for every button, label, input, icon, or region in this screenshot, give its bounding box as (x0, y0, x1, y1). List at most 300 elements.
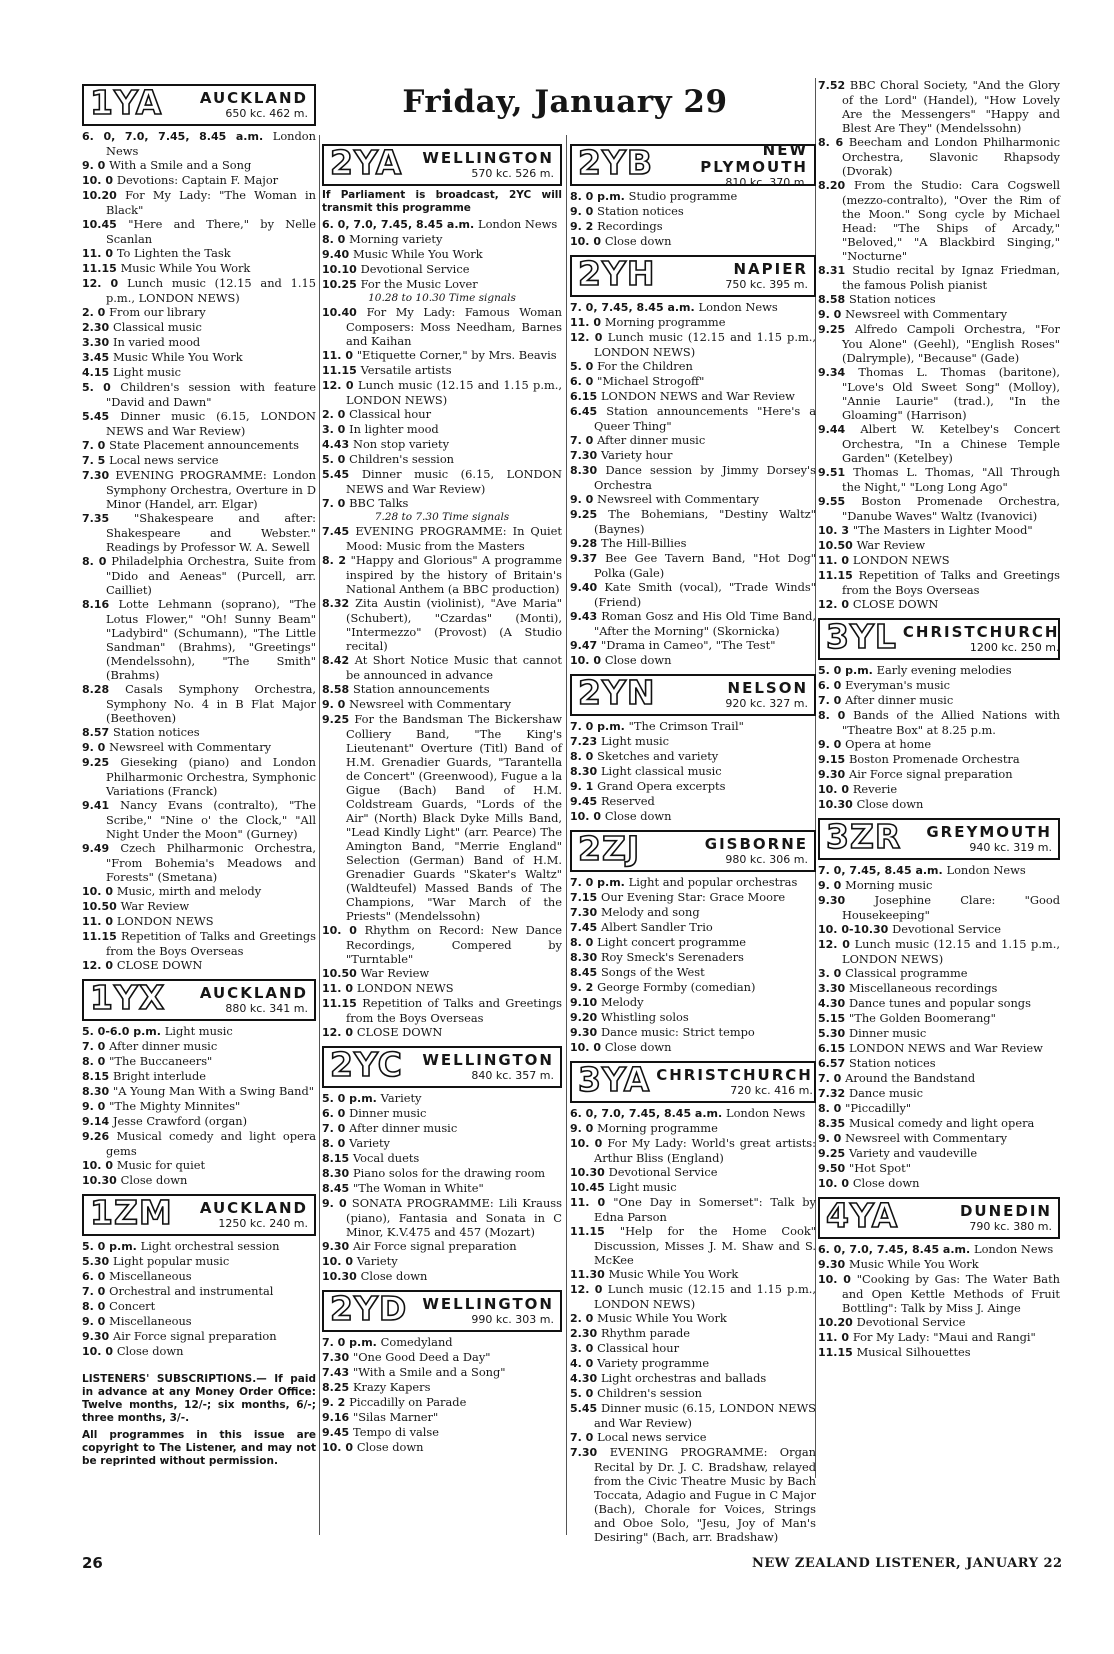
station-name: WELLINGTON (422, 1295, 554, 1313)
entry-text: Close down (852, 1176, 920, 1190)
programme-entry (570, 1430, 816, 1445)
entry-time: 7.32 (818, 1087, 849, 1100)
programme-entry (322, 966, 562, 981)
station-info (907, 820, 1058, 858)
entry-text: For My Lady: World's great artists: Arthur Bliss (England) (594, 1136, 816, 1165)
entry-text: Close down (120, 1173, 188, 1187)
entry-text: Variety (356, 1254, 398, 1268)
station-frequency: 980 kc. 306 m. (725, 853, 808, 866)
programme-entry (322, 496, 562, 511)
entry-text: After dinner music (109, 1039, 218, 1053)
entry-text: The Bohemians, "Destiny Waltz" (Baynes) (594, 507, 816, 536)
entry-text: "Piccadilly" (845, 1101, 912, 1115)
entry-text: Tempo di valse (352, 1425, 440, 1439)
programme-entry (570, 1106, 816, 1121)
entry-time: 9. 0 (82, 1315, 110, 1328)
programme-entry (570, 794, 816, 809)
programme-entry (82, 335, 316, 350)
entry-time: 5. 0 (322, 453, 350, 466)
entry-time: 2.30 (570, 1327, 601, 1340)
entry-time: 7. 0 (82, 1285, 110, 1298)
entry-text: Devotions: Captain F. Major (116, 173, 279, 187)
entry-text: Classical music (112, 320, 202, 334)
entry-time: 11.15 (82, 930, 121, 943)
entry-time: 7.30 (570, 1446, 610, 1459)
programme-entry (82, 276, 316, 305)
station-callsign: 2YA (330, 143, 403, 182)
entry-text: Alfredo Campoli Orchestra, "For You Alone" (Geehl), "English Roses" (Dalrymple), "Because" (Gade) (842, 322, 1060, 365)
programme-entry (818, 663, 1060, 678)
entry-text: "Silas Marner" (352, 1410, 439, 1424)
programme-entry (322, 262, 562, 277)
entry-text: Dance tunes and popular songs (848, 996, 1031, 1010)
programme-entry (82, 1099, 316, 1114)
programme-entry (818, 135, 1060, 178)
entry-time: 5. 0 (82, 381, 121, 394)
entry-text: Light concert programme (597, 935, 746, 949)
entry-text: For the Music Lover (360, 277, 478, 291)
programme-entry (322, 1395, 562, 1410)
station-block-2yc (322, 1046, 562, 1284)
entry-text: London News (106, 129, 316, 158)
programme-entry (570, 1025, 816, 1040)
entry-text: Music While You Work (120, 261, 251, 275)
entry-time: 6. 0, 7.0, 7.45, 8.45 a.m. (570, 1107, 727, 1120)
entry-text: Musical comedy and light opera gems (106, 1129, 316, 1158)
entry-text: "The Woman in White" (352, 1181, 484, 1195)
programme-entry (818, 752, 1060, 767)
entry-text: Non stop variety (352, 437, 450, 451)
entry-text: Close down (360, 1269, 428, 1283)
entry-time: 9.25 (322, 713, 355, 726)
programme-entry (818, 797, 1060, 812)
programme-entry (570, 374, 816, 389)
entry-time: 8.15 (82, 1070, 113, 1083)
entry-text: Albert Sandler Trio (600, 920, 713, 934)
programme-entry (818, 365, 1060, 422)
entry-time: 11. 0 (82, 247, 117, 260)
entry-time: 8. 0 (818, 1102, 846, 1115)
entry-text: Local news service (109, 453, 219, 467)
programme-entry (570, 463, 816, 492)
programme-entry (818, 523, 1060, 538)
entry-time: 8.25 (322, 1381, 353, 1394)
entry-time: 10. 0 (570, 1041, 605, 1054)
entry-time: 3. 0 (570, 1342, 598, 1355)
entry-text: "Help for the Home Cook" Discussion, Misses J. M. Shaw and S. McKee (594, 1224, 817, 1267)
station-frequency: 1200 kc. 250 m. (969, 641, 1060, 654)
programme-entry (570, 609, 816, 638)
entry-time: 9.30 (570, 1026, 601, 1039)
entry-text: War Review (360, 966, 430, 980)
entry-time: 5.45 (82, 410, 121, 423)
entry-time: 9. 0 (570, 493, 598, 506)
entry-time: 11. 0 (570, 1196, 614, 1209)
entry-time: 6. 0, 7.0, 7.45, 8.45 a.m. (322, 218, 479, 231)
entry-text: After dinner music (349, 1121, 458, 1135)
station-header (818, 618, 1060, 660)
programme-entry (82, 1284, 316, 1299)
entry-text: LONDON NEWS and War Review (848, 1041, 1043, 1055)
programme-entry (570, 189, 816, 204)
entry-time: 2.30 (82, 321, 113, 334)
entry-text: Lotte Lehmann (soprano), "The Lotus Flower," "Oh! Sunny Beam" "Ladybird" (Schumann), "The Little Sandman" (Brahms), "Greetings" (Mendelssohn), "The Smith" (Brahms) (106, 597, 316, 682)
entry-text: "The Mighty Minnites" (109, 1099, 241, 1113)
station-info (409, 1048, 560, 1086)
entry-time: 2. 0 (570, 1312, 598, 1325)
programme-entry (818, 981, 1060, 996)
station-frequency: 940 kc. 319 m. (969, 841, 1052, 854)
entry-text: "Etiquette Corner," by Mrs. Beavis (356, 348, 557, 362)
programme-entry (322, 981, 562, 996)
programme-entry (82, 1239, 316, 1254)
entry-time: 6. 0 (570, 375, 598, 388)
entry-text: Lunch music (12.15 and 1.15 p.m., LONDON NEWS) (346, 378, 562, 407)
station-callsign: 1YA (90, 83, 163, 122)
programme-entry (322, 1181, 562, 1196)
entry-time: 7. 0 (82, 439, 110, 452)
entry-time: 12. 0 (82, 959, 117, 972)
programme-entry (82, 884, 316, 899)
station-callsign: 2YD (330, 1289, 408, 1328)
station-name: AUCKLAND (199, 89, 308, 107)
entry-text: Devotional Service (608, 1165, 718, 1179)
entry-time: 6. 0, 7.0, 7.45, 8.45 a.m. (818, 1243, 975, 1256)
entry-time: 8. 0 p.m. (570, 190, 629, 203)
programme-entry (818, 292, 1060, 307)
entry-time: 10. 0 (82, 885, 117, 898)
programme-entry (818, 1056, 1060, 1071)
entry-time: 4.15 (82, 366, 113, 379)
page-headline: Friday, January 29 (402, 84, 728, 120)
entry-text: Air Force signal preparation (848, 767, 1013, 781)
entry-time: 7.52 (818, 79, 850, 92)
programme-entry (322, 682, 562, 697)
station-note: If Parliament is broadcast, 2YC will transmit this programme (322, 189, 562, 214)
programme-entry (818, 553, 1060, 568)
programme-entry (82, 453, 316, 468)
entry-time: 9.51 (818, 466, 854, 479)
programme-entry (82, 350, 316, 365)
programme-entry (570, 1121, 816, 1136)
entry-time: 4.30 (818, 997, 849, 1010)
programme-entry (82, 1329, 316, 1344)
station-header (82, 84, 316, 126)
entry-time: 9. 2 (570, 220, 598, 233)
entry-time: 7. 0 (570, 1431, 598, 1444)
programme-entry (570, 935, 816, 950)
station-header (818, 1197, 1060, 1239)
station-header (570, 674, 816, 716)
entry-time: 8.30 (570, 765, 601, 778)
entry-time: 10.30 (82, 1174, 121, 1187)
entry-time: 11. 0 (818, 1331, 853, 1344)
entry-text: Station announcements (352, 682, 490, 696)
entry-text: Miscellaneous recordings (848, 981, 998, 995)
programme-entry (82, 1314, 316, 1329)
station-block-3yl (818, 618, 1060, 812)
entry-time: 7.30 (82, 469, 116, 482)
station-header (570, 1061, 816, 1103)
entry-time: 8. 0 (322, 233, 350, 246)
entry-text: For My Lady: "Maui and Rangi" (852, 1330, 1036, 1344)
programme-entry (82, 158, 316, 173)
entry-text: "The Masters in Lighter Mood" (852, 523, 1033, 537)
programme-entry (322, 1254, 562, 1269)
programme-entry (82, 914, 316, 929)
entry-time: 7. 0 (322, 497, 350, 510)
entry-time: 10.30 (818, 798, 857, 811)
entry-time: 9. 0 (818, 879, 846, 892)
entry-text: Albert W. Ketelbey's Concert Orchestra, "In a Chinese Temple Garden" (Ketelbey) (842, 422, 1060, 465)
entry-time: 8.30 (82, 1085, 113, 1098)
entry-text: Light classical music (600, 764, 722, 778)
station-name: AUCKLAND (199, 984, 308, 1002)
entry-time: 11. 0 (322, 982, 357, 995)
programme-entry (322, 1335, 562, 1350)
entry-time: 7. 0 p.m. (322, 1336, 381, 1349)
entry-text: Czech Philharmonic Orchestra, "From Bohemia's Meadows and Forests" (Smetana) (106, 841, 316, 884)
entry-time: 8. 0 (570, 750, 598, 763)
entry-time: 8.45 (570, 966, 601, 979)
programme-entry (570, 404, 816, 433)
entry-time: 9.47 (570, 639, 601, 652)
programme-entry (82, 725, 316, 740)
entry-time: 8.31 (818, 264, 853, 277)
programme-entry (818, 494, 1060, 523)
station-header (322, 1046, 562, 1088)
entry-time: 10.20 (82, 189, 126, 202)
entry-time: 5.45 (322, 468, 362, 481)
entry-text: "A Young Man With a Swing Band" (112, 1084, 315, 1098)
station-callsign: 2ZJ (578, 829, 641, 868)
entry-time: 12. 0 (82, 277, 128, 290)
programme-entry (570, 890, 816, 905)
entry-time: 8.45 (322, 1182, 353, 1195)
entry-text: Dinner music (6.15, LONDON NEWS and War Review) (594, 1401, 816, 1430)
programme-entry (818, 708, 1060, 737)
entry-time: 10.50 (322, 967, 361, 980)
entry-time: 9. 2 (322, 1396, 350, 1409)
entry-time: 9.14 (82, 1115, 113, 1128)
entry-text: Newsreel with Commentary (349, 697, 512, 711)
entry-time: 9.44 (818, 423, 861, 436)
programme-entry (818, 878, 1060, 893)
entry-text: "Michael Strogoff" (597, 374, 705, 388)
programme-entry (570, 950, 816, 965)
entry-text: Repetition of Talks and Greetings from the Boys Overseas (842, 568, 1061, 597)
column-3 (570, 138, 816, 1544)
entry-text: Light music (600, 734, 670, 748)
entry-time: 10. 0-10.30 (818, 923, 893, 936)
entry-text: LONDON NEWS (356, 981, 454, 995)
entry-time: 11.15 (818, 1346, 857, 1359)
entry-time: 5. 0 p.m. (818, 664, 877, 677)
programme-entry (82, 740, 316, 755)
programme-entry (82, 1254, 316, 1269)
programme-entry (818, 1086, 1060, 1101)
programme-entry (818, 1315, 1060, 1330)
entry-time: 8.32 (322, 597, 356, 610)
programme-entry (322, 553, 562, 596)
entry-time: 10. 0 (82, 174, 117, 187)
entry-time: 9. 0 (570, 205, 598, 218)
entry-time: 10. 0 (818, 1273, 857, 1286)
programme-entry (82, 1114, 316, 1129)
programme-entry (82, 438, 316, 453)
entry-time: 8. 2 (322, 554, 351, 567)
station-block-2yh (570, 255, 816, 668)
programme-entry (322, 1440, 562, 1455)
programme-entry (570, 1445, 816, 1544)
programme-entry (82, 1054, 316, 1069)
entry-text: Variety hour (600, 448, 673, 462)
entry-time: 7.23 (570, 735, 601, 748)
entry-text: Nancy Evans (contralto), "The Scribe," "Nine o' the Clock," "All Night Under the Moon" (Gurney) (106, 798, 316, 841)
programme-entry (818, 78, 1060, 135)
entry-text: Casals Symphony Orchestra, Symphony No. 4 in B Flat Major (Beethoven) (106, 682, 316, 725)
programme-entry (570, 920, 816, 935)
programme-entry (570, 1010, 816, 1025)
entry-text: Vocal duets (352, 1151, 420, 1165)
entry-time: 5. 0 (570, 360, 598, 373)
entry-time: 10.45 (570, 1181, 609, 1194)
programme-entry (322, 1106, 562, 1121)
entry-text: Musical comedy and light opera (848, 1116, 1035, 1130)
programme-entry (82, 1269, 316, 1284)
programme-entry (322, 1269, 562, 1284)
programme-entry (570, 315, 816, 330)
entry-text: After dinner music (845, 693, 954, 707)
time-signal-note: 10.28 to 10.30 Time signals (368, 292, 516, 304)
entry-time: 10.45 (82, 218, 129, 231)
programme-entry (82, 1084, 316, 1099)
programme-entry (570, 779, 816, 794)
entry-text: Josephine Clare: "Good Housekeeping" (842, 893, 1060, 922)
entry-text: Melody (600, 995, 644, 1009)
programme-entry (570, 734, 816, 749)
entry-text: Bright interlude (112, 1069, 207, 1083)
entry-text: Boston Promenade Orchestra, "Danube Waves" Waltz (Ivanovici) (842, 494, 1060, 523)
entry-text: Reserved (600, 794, 655, 808)
entry-text: Dance music (848, 1086, 923, 1100)
programme-entry (818, 1345, 1060, 1360)
entry-time: 10. 0 (82, 1159, 117, 1172)
entry-text: Light orchestras and ballads (600, 1371, 767, 1385)
page-number: 26 (82, 1554, 103, 1572)
station-header (570, 255, 816, 297)
entry-time: 11.15 (818, 569, 859, 582)
entry-text: CLOSE DOWN (116, 958, 203, 972)
entry-time: 7.43 (322, 1366, 353, 1379)
station-callsign: 4YA (826, 1196, 899, 1235)
entry-text: Piano solos for the drawing room (352, 1166, 546, 1180)
entry-text: Melody and song (600, 905, 700, 919)
programme-entry (82, 468, 316, 511)
entry-text: Jesse Crawford (organ) (112, 1114, 248, 1128)
programme-entry (82, 188, 316, 217)
station-info (661, 257, 814, 295)
programme-entry (570, 638, 816, 653)
entry-time: 9.26 (82, 1130, 117, 1143)
entry-time: 5. 0 p.m. (82, 1240, 141, 1253)
entry-time: 8. 0 (82, 1055, 110, 1068)
station-frequency: 840 kc. 357 m. (471, 1069, 554, 1082)
programme-entry (570, 995, 816, 1010)
entry-time: 8. 0 (82, 555, 112, 568)
entry-text: Music for quiet (116, 1158, 206, 1172)
entry-time: 11. 0 (818, 554, 853, 567)
copyright-notice: All programmes in this issue are copyright to The Listener, and may not be reprinted without permission. (82, 1429, 316, 1467)
station-frequency: 570 kc. 526 m. (471, 167, 554, 180)
entry-time: 7. 0 (570, 434, 598, 447)
entry-time: 6. 0, 7.0, 7.45, 8.45 a.m. (82, 130, 273, 143)
entry-time: 8.30 (570, 464, 606, 477)
programme-entry (818, 1242, 1060, 1257)
station-frequency: 880 kc. 341 m. (225, 1002, 308, 1015)
entry-text: Dinner music (6.15, LONDON NEWS and War Review) (346, 467, 562, 496)
programme-entry (322, 1410, 562, 1425)
entry-time: 7.30 (322, 1351, 353, 1364)
entry-text: Light and popular orchestras (628, 875, 798, 889)
entry-text: Thomas L. Thomas (baritone), "Love's Old Sweet Song" (Molloy), "Annie Laurie" (trad.), "In the Gloaming" (Harrison) (842, 365, 1060, 422)
programme-entry (322, 1121, 562, 1136)
entry-text: Local news service (597, 1430, 707, 1444)
time-signal-note: 7.28 to 7.30 Time signals (374, 511, 510, 523)
column-1 (82, 78, 316, 1468)
programme-entry (82, 261, 316, 276)
entry-text: Variety (349, 1136, 390, 1150)
programme-entry (322, 653, 562, 682)
station-name: WELLINGTON (422, 149, 554, 167)
programme-entry (570, 551, 816, 580)
programme-entry (818, 767, 1060, 782)
entry-time: 12. 0 (322, 1026, 357, 1039)
entry-text: Whistling solos (600, 1010, 689, 1024)
entry-time: 3.30 (818, 982, 849, 995)
entry-text: Lunch music (12.15 and 1.15 p.m., LONDON NEWS) (106, 276, 316, 305)
station-info (168, 86, 314, 124)
entry-time: 8.28 (82, 683, 126, 696)
programme-entry (82, 1039, 316, 1054)
programme-entry (322, 596, 562, 653)
entry-text: For My Lady: Famous Woman Composers: Moss Needham, Barnes and Kaihan (346, 305, 562, 348)
entry-time: 5.15 (818, 1012, 849, 1025)
entry-text: Children's session with feature "David and Dawn" (106, 380, 316, 409)
station-frequency: 990 kc. 303 m. (471, 1313, 554, 1326)
entry-text: "One Day in Somerset": Talk by Edna Parson (594, 1195, 816, 1224)
station-block-3ya-cont (818, 78, 1060, 612)
entry-time: 5.30 (82, 1255, 113, 1268)
programme-entry (82, 597, 316, 682)
entry-text: London News (478, 217, 558, 231)
entry-time: 8.42 (322, 654, 355, 667)
entry-time: 10. 0 (322, 1441, 357, 1454)
programme-entry (818, 1026, 1060, 1041)
entry-text: "The Golden Boomerang" (848, 1011, 996, 1025)
entry-text: Krazy Kapers (352, 1380, 431, 1394)
programme-entry (570, 1371, 816, 1386)
programme-entry (82, 682, 316, 725)
entry-time: 10. 0 (570, 654, 605, 667)
entry-time: 7. 0 (818, 1072, 846, 1085)
programme-entry (570, 433, 816, 448)
entry-time: 10. 0 (570, 235, 605, 248)
entry-time: 7. 0, 7.45, 8.45 a.m. (570, 301, 699, 314)
entry-time: 11.15 (570, 1225, 620, 1238)
entry-text: "Drama in Cameo", "The Test" (600, 638, 776, 652)
entry-time: 9. 0 (82, 159, 110, 172)
